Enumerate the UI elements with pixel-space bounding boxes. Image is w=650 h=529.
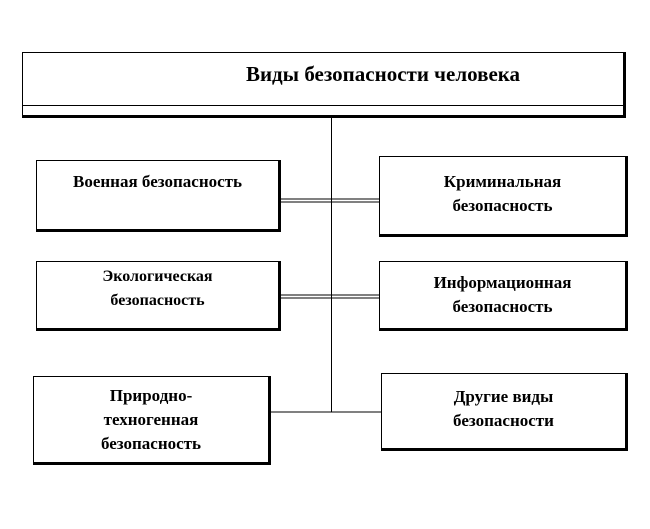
diagram-title: Виды безопасности человека xyxy=(245,62,521,86)
node-label: Информационная безопасность xyxy=(433,273,572,316)
node-label: Военная безопасность xyxy=(73,172,242,191)
branch-middle xyxy=(281,295,379,298)
node-label: Криминальная безопасность xyxy=(443,171,562,215)
node-label: Природно-техногенная безопасность xyxy=(100,385,202,453)
branch-top xyxy=(281,199,379,202)
node-label: Другие виды безопасности xyxy=(453,387,554,430)
node-label: Экологическая безопасность xyxy=(102,268,213,309)
